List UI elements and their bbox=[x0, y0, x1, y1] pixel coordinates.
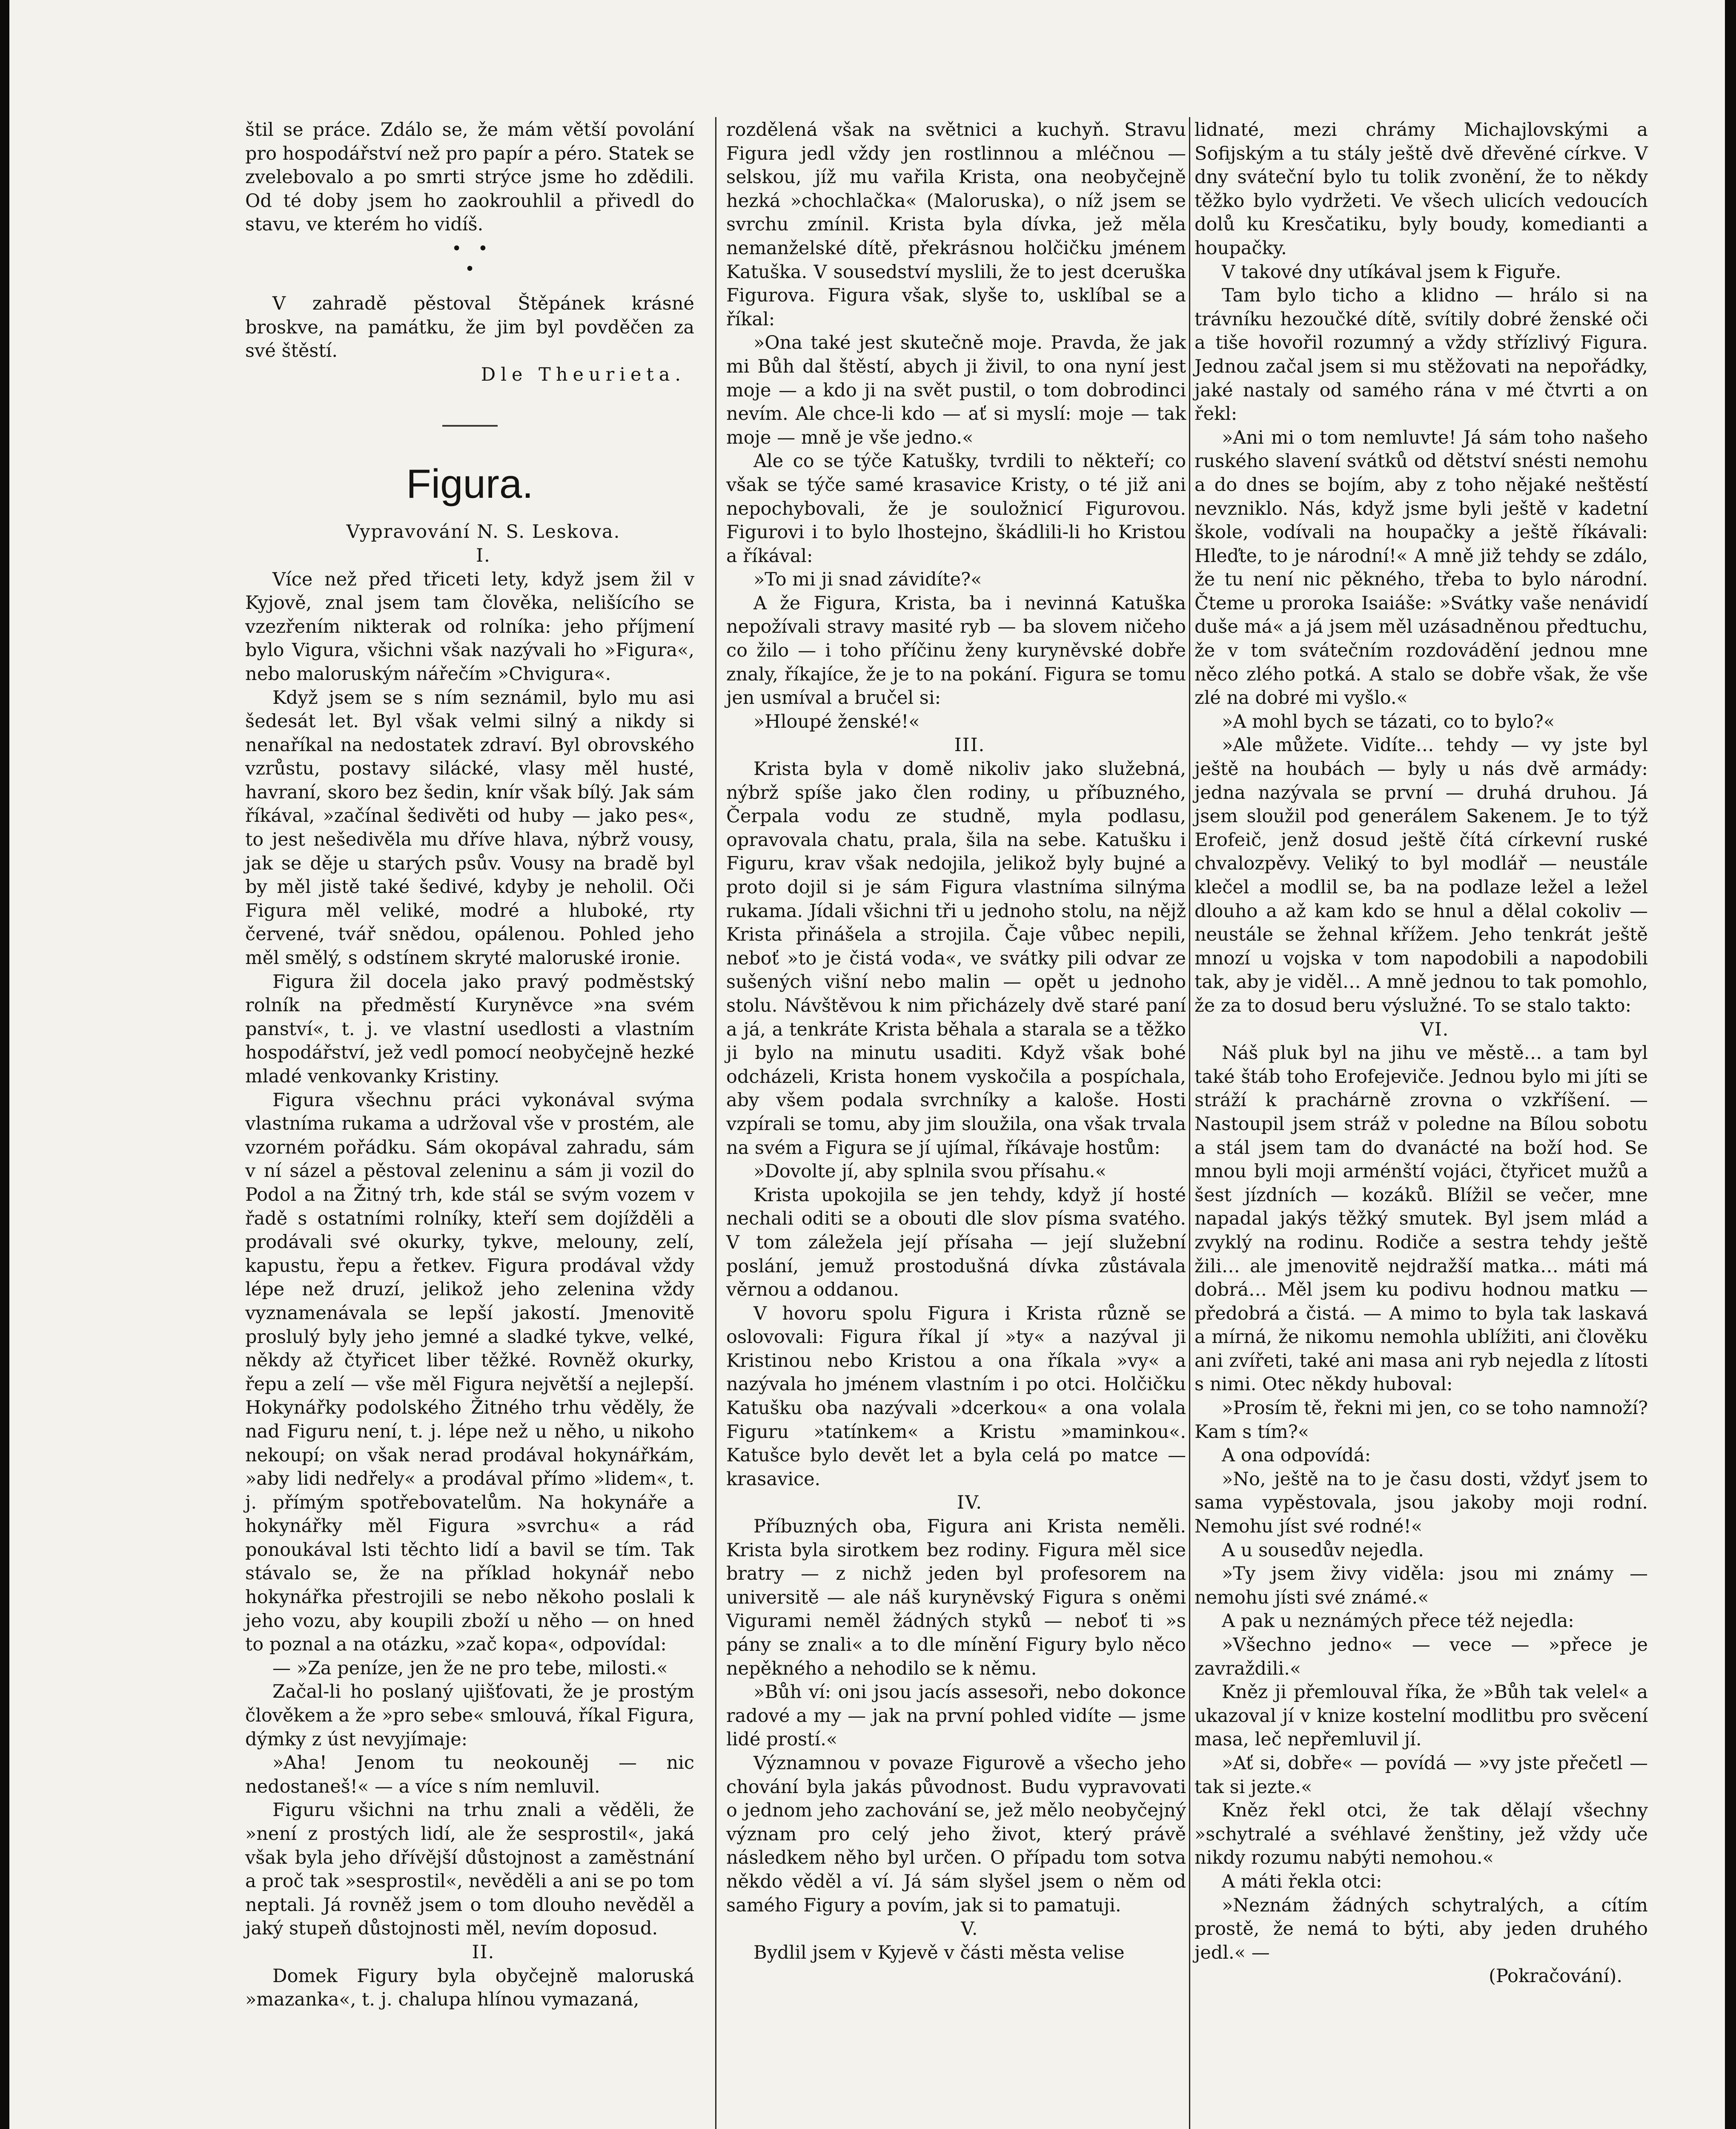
paragraph: »Ať si, dobře« — povídá — »vy jste přečetl — tak si jezte.« bbox=[1195, 1752, 1648, 1798]
paragraph: Významnou v povaze Figurově a všecho jeho chování byla jakás původnost. Budu vypravovati o jednom jeho zachování se, jež mělo neobyčejný význam pro celý jeho život, který právě následkem něho byl určen. O případu tom sotva někdo věděl a ví. Já sám slyšel jsem o něm od samého Figury a povím, jak si to pamatuji. bbox=[726, 1752, 1186, 1916]
section-break-stars: • • • bbox=[451, 238, 488, 279]
byline: Vypravování N. S. Leskova. bbox=[346, 521, 621, 543]
paragraph: Figuru všichni na trhu znali a věděli, že »není z prostých lidí, ale že sesprostil«, jaká však byla jeho dřívější důstojnost a zaměstnání a proč tak »sesprostil«, nevěděli a ani se po tom neptali. Já rovněž jsem o tom dlouho nevěděl a jaký stupeň důstojnosti měl, nevím doposud. bbox=[245, 1799, 694, 1940]
page-scan-edge-left bbox=[0, 0, 9, 2129]
section-heading: III. bbox=[954, 735, 985, 756]
paragraph: — »Za peníze, jen že ne pro tebe, milosti.« bbox=[272, 1657, 668, 1679]
section-heading: V. bbox=[961, 1918, 979, 1940]
paragraph: Kněz řekl otci, že tak dělají všechny »schytralé a svéhlavé ženštiny, jež vždy uče nikdy rozumu nabýti nemohou.« bbox=[1195, 1800, 1648, 1869]
article-title: Figura. bbox=[406, 461, 533, 507]
paragraph: Když jsem se s ním seznámil, bylo mu asi šedesát let. Byl však velmi silný a nikdy si nenaříkal na nedostatek zdraví. Byl obrovského vzrůstu, postavy silácké, vlasy měl husté, havraní, skoro bez šedin, knír však bílý. Jak sám říkával, »začínal šedivěti od huby — jako pes«, to jest nešedivěla mu dříve hlava, nýbrž vousy, jak se děje u starých psův. Vousy na bradě byl by měl jistě také šedivé, kdyby je neholil. Oči Figura měl veliké, modré a hluboké, rty červené, tvář snědou, opálenou. Pohled jeho měl smělý, s odstínem skryté maloruské ironie. bbox=[245, 687, 694, 969]
paragraph: Kněz ji přemlouval říka, že »Bůh tak velel« a ukazoval jí v knize kostelní modlitbu pro svěcení masa, leč nepřemluvil jí. bbox=[1195, 1681, 1648, 1750]
to-be-continued: (Pokračování). bbox=[1489, 1965, 1622, 1987]
section-heading: II. bbox=[472, 1941, 495, 1963]
paragraph: »Aha! Jenom tu neokouněj — nic nedostaneš!« — a více s ním nemluvil. bbox=[245, 1752, 694, 1797]
column-right bbox=[1195, 118, 1648, 1988]
section-heading: I. bbox=[476, 545, 491, 566]
paragraph: A pak u neznámých přece též nejedla: bbox=[1222, 1610, 1574, 1632]
paragraph: »Hloupé ženské!« bbox=[753, 711, 920, 732]
column-divider-1 bbox=[715, 117, 716, 2129]
paragraph: »Ty jsem živy viděla: jsou mi známy — nemohu jísti své známé.« bbox=[1195, 1563, 1648, 1608]
paragraph: rozdělená však na světnici a kuchyň. Stravu Figura jedl vždy jen rostlinnou a mléčnou — selskou, jíž mu vařila Krista, ona neobyčejně hezká »chochlačka« (Maloruska), o níž jsem se svrchu zmínil. Krista byla dívka, jež měla nemanželské dítě, překrásnou holčičku jménem Katuška. V sousedství myslili, že to jest dceruška Figurova. Figura však, slyše to, usklíbal se a říkal: bbox=[726, 119, 1186, 330]
paragraph: Tam bylo ticho a klidno — hrálo si na trávníku hezoučké dítě, svítily dobré ženské oči a tiše hovořil rozumný a vždy střízlivý Figura. Jednou začal jsem si mu stěžovati na nepořádky, jaké nastaly od samého rána v mé čtvrti a on řekl: bbox=[1195, 285, 1648, 425]
paragraph: »A mohl bych se tázati, co to bylo?« bbox=[1222, 711, 1555, 732]
divider bbox=[442, 425, 498, 427]
paragraph: Náš pluk byl na jihu ve městě… a tam byl také štáb toho Erofejeviče. Jednou bylo mi jíti se stráží k prachárně zrovna o vzkříšení. — Nastoupil jsem stráž v poledne na Bílou sobotu a stál jsem tam do dvanácté na boží hod. Se mnou byli moji arménští vojáci, čtyřicet mužů a šest jízdních — kozáků. Blížil se večer, mne napadal jakýs těžký smutek. Byl jsem mlád a zvyklý na rodinu. Rodiče a sestra tehdy ještě žili… ale jmenovitě nejdražší matka… máti má dobrá… Měl jsem ku podivu hodnou matku — předobrá a čistá. — A mimo to byla tak laskavá a mírná, že nikomu nemohla ublížiti, ani člověku ani zvířeti, také ani masa ani ryb nejedla z lítosti s nimi. Otec někdy huboval: bbox=[1195, 1042, 1648, 1395]
paragraph: »Dovolte jí, aby splnila svou přísahu.« bbox=[753, 1161, 1106, 1182]
paragraph: »Prosím tě, řekni mi jen, co se toho namnoží? Kam s tím?« bbox=[1195, 1397, 1648, 1443]
paragraph: »Bůh ví: oni jsou jacís assesoři, nebo dokonce radové a my — jak na první pohled vidíte — jsme lidé prostí.« bbox=[726, 1681, 1186, 1750]
paragraph: »Ani mi o tom nemluvte! Já sám toho našeho ruského slavení svátků od dětství snésti nemohu a do dnes se bojím, aby z toho nějaké neštěstí nevzniklo. Nás, když jsme byli ještě v kadetní škole, vodívali na houpačky a ještě říkávali: Hleďte, to je národní!« A mně již tehdy se zdálo, že tu není nic pěkného, třeba to bylo národní. Čteme u proroka Isaiáše: »Svátky vaše nenávidí duše má« a já jsem měl uzásadněnou předtuchu, že v tom svátečním rozdovádění jednou mne něco zlého potká. A stalo se dobře však, že vše zlé na dobré mi vyšlo.« bbox=[1195, 427, 1648, 709]
paragraph: Více než před třiceti lety, když jsem žil v Kyjově, znal jsem tam člověka, nelišícího se vzezřením nikterak od rolníka: jeho příjmení bylo Vigura, všichni však nazývali ho »Figura«, nebo maloruským nářečím »Chvigura«. bbox=[245, 568, 694, 685]
paragraph: V zahradě pěstoval Štěpánek krásné broskve, na památku, že jim byl povděčen za své štěstí. bbox=[245, 293, 694, 362]
paragraph: V takové dny utíkával jsem k Figuře. bbox=[1222, 261, 1561, 283]
column-middle bbox=[726, 118, 1186, 1965]
paragraph: »Všechno jedno« — vece — »přece je zavraždili.« bbox=[1195, 1634, 1648, 1679]
paragraph: A že Figura, Krista, ba i nevinná Katuška nepožívali stravy masité ryb — ba slovem ničeho co žilo — i toho příčinu ženy kuryněvské dobře znaly, říkajíce, že je to na pokání. Figura se tomu jen usmíval a bručel si: bbox=[726, 592, 1186, 709]
paragraph: Figura žil docela jako pravý podměstský rolník na předměstí Kuryněvce »na svém panství«, t. j. ve vlastní usedlosti a vlastním hospodářství, jež vedl pomocí neobyčejně hezké mladé venkovanky Kristiny. bbox=[245, 971, 694, 1087]
paragraph: Příbuzných oba, Figura ani Krista neměli. Krista byla sirotkem bez rodiny. Figura měl sice bratry — z nichž jeden byl profesorem na universitě — ale náš kuryněvský Figura s oněmi Vigurami neměl žádných styků — neboť ti »s pány se znali« a to dle mínění Figury bylo něco nepěkného a nehodilo se k němu. bbox=[726, 1516, 1186, 1679]
paragraph: Krista byla v domě nikoliv jako služebná, nýbrž spíše jako člen rodiny, u příbuzného, Čerpala vodu ze studně, myla podlasu, opravovala chatu, prala, šila na sebe. Katušku i Figuru, krav však nedojila, jelikož byly bujné a proto dojil si je sám Figura vlastníma silnýma rukama. Jídali všichni tři u jednoho stolu, na nějž Krista přinášela a strojila. Čaje vůbec nepili, neboť »to je čistá voda«, ve svátky pili odvar ze sušených višní nebo malin — opět u jednoho stolu. Návštěvou k nim přicházely dvě staré paní a já, a tenkráte Krista běhala a starala se a těžko ji bylo na minutu usaditi. Když však bohé odcházeli, Krista honem vyskočila a pospíchala, aby všem podala svrchníky a kaloše. Hosti vzpírali se tomu, aby jim sloužila, ona však trvala na svém a Figura se jí ujímal, říkávaje hostům: bbox=[726, 758, 1186, 1159]
column-left bbox=[245, 118, 694, 2012]
paragraph: lidnaté, mezi chrámy Michajlovskými a Sofijským a tu stály ještě dvě dřevěné církve. V dny sváteční bylo tu tolik zvonění, že to někdy těžko bylo vydržeti. Ve všech ulicích vedoucích dolů ku Kresčatiku, byly boudy, komedianti a houpačky. bbox=[1195, 119, 1648, 259]
paragraph: Domek Figury byla obyčejně maloruská »mazanka«, t. j. chalupa hlínou vymazaná, bbox=[245, 1965, 694, 2011]
paragraph: »Ale můžete. Vidíte… tehdy — vy jste byl ještě na houbách — byly u nás dvě armády: jedna nazývala se první — druhá druhou. Já jsem sloužil pod generálem Sakenem. Je to týž Erofeič, jenž dosud ještě čítá církevní ruské chvalozpěvy. Veliký to byl modlář — neustále klečel a modlil se, ba na podlaze ležel a ležel dlouho a až kam kdo se hnul a dělal cokoliv — neustále se žehnal křížem. Jeho tenkrát ještě mnozí u vojska v tom napodobili a napodobili tak, aby je viděl… A mně jednou to tak pomohlo, že za to dosud beru výslužné. To se stalo takto: bbox=[1195, 735, 1648, 1016]
paragraph: Ale co se týče Katušky, tvrdili to někteří; co však se týče samé krasavice Kristy, o té již ani nepochybovali, že je souložnicí Figurovou. Figurovi i to bylo lhostejno, škádlili-li ho Kristou a říkával: bbox=[726, 450, 1186, 567]
column-divider-2 bbox=[1189, 117, 1190, 2129]
paragraph: »To mi ji snad závidíte?« bbox=[753, 569, 982, 591]
paragraph: Bydlil jsem v Kyjevě v části města velise bbox=[753, 1942, 1125, 1963]
paragraph: A u sousedův nejedla. bbox=[1222, 1539, 1424, 1561]
paragraph: Figura všechnu práci vykonával svýma vlastníma rukama a udržoval vše v prostém, ale vzorném pořádku. Sám okopával zahradu, sám v ní sázel a pěstoval zeleninu a sám ji vozil do Podol a na Žitný trh, kde stál se svým vozem v řadě s ostatními rolníky, kteří sem dojížděli a prodávali své okurky, tykve, melouny, zelí, kapustu, řepu a řetkev. Figura prodával vždy lépe než druzí, jelikož jeho zelenina vždy vyznamenávala se lepší jakostí. Jmenovitě proslulý byly jeho jemné a sladké tykve, velké, někdy až čtyřicet liber těžké. Rovněž okurky, řepu a zelí — vše měl Figura největší a nejlepší. Hokynářky podolského Žitného trhu věděly, že nad Figuru není, t. j. lépe než u něho, u nikoho nekoupí; on však nerad prodával hokynářkám, »aby lidi nedřely« a prodával přímo »lidem«, t. j. přímým spotřebovatelům. Na hokynáře a hokynářky měl Figura »svrchu« a rád ponoukával lsti těchto lidí a bavil se tím. Tak stávalo se, že na příklad hokynář nebo hokynářka přestrojili se nebo někoho poslali k jeho vozu, aby koupili zboží u něho — on hned to poznal a na otázku, »zač kopa«, odpovídal: bbox=[245, 1089, 694, 1656]
paragraph: »Ona také jest skutečně moje. Pravda, že jak mi Bůh dal štěstí, abych ji živil, to ona nyní jest moje — a kdo ji na svět pustil, o tom dobrodinci nevím. Ale chce-li kdo — ať si myslí: moje — tak moje — mně je vše jedno.« bbox=[726, 332, 1186, 448]
paragraph: A máti řekla otci: bbox=[1222, 1871, 1382, 1892]
paragraph: »No, ještě na to je času dosti, vždyť jsem to sama vypěstovala, jsou jakoby moji rodní. Nemohu jíst své rodné!« bbox=[1195, 1468, 1648, 1538]
section-heading: IV. bbox=[957, 1492, 983, 1514]
section-heading: VI. bbox=[1420, 1019, 1450, 1040]
signature: Dle Theurieta. bbox=[481, 364, 686, 385]
paragraph: štil se práce. Zdálo se, že mám větší povolání pro hospodářství než pro papír a péro. Statek se zvelebovalo a po smrti strýce jsme ho zdědili. Od té doby jsem ho zaokrouhlil a přivedl do stavu, ve kterém ho vidíš. bbox=[245, 119, 694, 235]
paragraph: »Neznám žádných schytralých, a cítím prostě, že nemá to býti, aby jeden druhého jedl.« — bbox=[1195, 1894, 1648, 1963]
paragraph: A ona odpovídá: bbox=[1222, 1445, 1371, 1466]
paragraph: V hovoru spolu Figura i Krista různě se oslovovali: Figura říkal jí »ty« a nazýval ji Kristinou nebo Kristou a ona říkala »vy« a nazývala ho jménem vlastním i po otci. Holčičku Katušku oba nazývali »dcerkou« a ona volala Figuru »tatínkem« a Kristu »maminkou«. Katušce bylo devět let a byla celá po matce — krasavice. bbox=[726, 1303, 1186, 1490]
paragraph: Začal-li ho poslaný ujišťovati, že je prostým člověkem a že »pro sebe« smlouvá, říkal Figura, dýmky z úst nevyjímaje: bbox=[245, 1681, 694, 1750]
page-scan-edge-right bbox=[1725, 0, 1736, 2129]
paragraph: Krista upokojila se jen tehdy, když jí hosté nechali oditi se a obouti dle slov písma svatého. V tom záležela její přísaha — její služební poslání, jemuž prostodušná dívka zůstávala věrnou a oddanou. bbox=[726, 1184, 1186, 1301]
